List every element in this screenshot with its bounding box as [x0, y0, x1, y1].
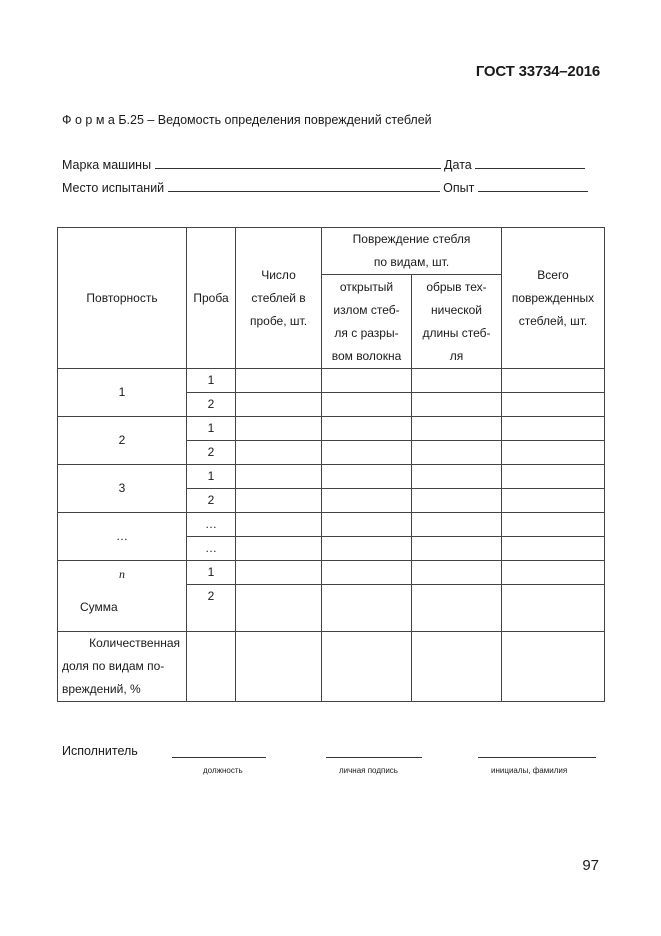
header-break-line: нической	[430, 302, 483, 317]
machine-label: Марка машины	[62, 158, 152, 172]
table-row	[58, 417, 605, 441]
header-total-line: Всего	[537, 267, 569, 282]
data-cell[interactable]	[502, 632, 605, 702]
repeat-n-label: n	[119, 567, 125, 581]
position-line[interactable]	[172, 757, 266, 758]
repeat-cell: …	[58, 513, 187, 561]
data-cell[interactable]	[412, 465, 502, 489]
table-row	[58, 561, 605, 585]
data-cell[interactable]	[412, 393, 502, 417]
data-cell[interactable]	[412, 489, 502, 513]
header-damage-line: по видам, шт.	[373, 255, 450, 269]
data-cell[interactable]	[502, 417, 605, 441]
executor-label: Исполнитель	[62, 744, 138, 758]
data-cell[interactable]	[502, 489, 605, 513]
data-cell[interactable]	[236, 417, 322, 441]
data-cell[interactable]	[502, 465, 605, 489]
sample-cell: 1	[187, 369, 236, 393]
form-title: Ф о р м а Б.25 – Ведомость определения повреждений стеблей	[62, 113, 432, 127]
trial-label: Опыт	[443, 181, 475, 195]
trial-input-line[interactable]	[478, 181, 588, 192]
data-cell[interactable]	[236, 369, 322, 393]
data-cell[interactable]	[502, 537, 605, 561]
repeat-cell: 1	[58, 369, 187, 417]
table-row	[58, 369, 605, 393]
data-cell[interactable]	[322, 561, 412, 585]
data-cell[interactable]	[322, 393, 412, 417]
sample-cell: 1	[187, 417, 236, 441]
repeat-cell: 3	[58, 465, 187, 513]
date-label: Дата	[444, 158, 472, 172]
data-cell[interactable]	[322, 417, 412, 441]
data-cell[interactable]	[236, 632, 322, 702]
sample-cell: …	[187, 537, 236, 561]
header-open-fracture	[322, 275, 412, 369]
data-cell[interactable]	[322, 465, 412, 489]
data-cell[interactable]	[412, 441, 502, 465]
header-open-line: излом стеб-	[333, 302, 400, 317]
damage-table	[57, 227, 605, 702]
header-count-line: пробе, шт.	[249, 313, 308, 328]
date-input-line[interactable]	[475, 158, 585, 169]
data-cell[interactable]	[502, 513, 605, 537]
data-cell[interactable]	[236, 465, 322, 489]
data-cell[interactable]	[502, 585, 605, 632]
name-caption: инициалы, фамилия	[491, 766, 568, 775]
table-row	[58, 465, 605, 489]
data-cell[interactable]	[502, 441, 605, 465]
signature-caption: личная подпись	[339, 766, 398, 775]
header-damage	[322, 228, 502, 275]
data-cell[interactable]	[322, 632, 412, 702]
place-field-row	[62, 181, 588, 195]
sample-cell: 2	[187, 441, 236, 465]
data-cell[interactable]	[412, 369, 502, 393]
header-repeat: Повторность	[58, 228, 187, 369]
data-cell[interactable]	[322, 441, 412, 465]
sample-cell: 2	[187, 585, 236, 632]
sample-cell: 1	[187, 465, 236, 489]
table-row	[58, 513, 605, 537]
data-cell[interactable]	[236, 393, 322, 417]
data-cell[interactable]	[236, 537, 322, 561]
sample-cell: …	[187, 513, 236, 537]
header-break-line: обрыв тех-	[426, 279, 487, 294]
header-break-line: ля	[449, 348, 464, 363]
data-cell[interactable]	[412, 513, 502, 537]
signature-line[interactable]	[326, 757, 422, 758]
data-cell[interactable]	[236, 513, 322, 537]
sample-cell: 1	[187, 561, 236, 585]
header-open-line: вом волокна	[331, 348, 402, 363]
machine-field-row	[62, 158, 585, 172]
header-total	[502, 228, 605, 369]
data-cell[interactable]	[502, 369, 605, 393]
page-number: 97	[582, 857, 599, 874]
data-cell[interactable]	[187, 632, 236, 702]
data-cell[interactable]	[412, 632, 502, 702]
data-cell[interactable]	[502, 561, 605, 585]
header-break	[412, 275, 502, 369]
data-cell[interactable]	[322, 585, 412, 632]
header-damage-line: Повреждение стебля	[352, 232, 471, 246]
repeat-cell: 2	[58, 417, 187, 465]
data-cell[interactable]	[236, 441, 322, 465]
header-sample: Проба	[187, 228, 236, 369]
sum-label: Сумма	[80, 600, 118, 614]
header-count-line: стеблей в	[251, 290, 306, 305]
position-caption: должность	[203, 766, 243, 775]
share-line: вреждений, %	[62, 682, 141, 696]
standard-number: ГОСТ 33734–2016	[475, 63, 600, 80]
header-count	[236, 228, 322, 369]
header-break-line: длины стеб-	[422, 325, 491, 340]
sample-cell: 2	[187, 393, 236, 417]
data-cell[interactable]	[502, 393, 605, 417]
data-cell[interactable]	[322, 369, 412, 393]
data-cell[interactable]	[322, 513, 412, 537]
data-cell[interactable]	[412, 417, 502, 441]
repeat-cell-n	[58, 561, 187, 632]
header-count-line: Число	[261, 267, 296, 282]
header-open-line: открытый	[339, 279, 394, 294]
table-row	[58, 632, 605, 702]
header-total-line: поврежденных	[511, 290, 595, 305]
data-cell[interactable]	[236, 489, 322, 513]
data-cell[interactable]	[322, 537, 412, 561]
data-cell[interactable]	[322, 489, 412, 513]
header-total-line: стеблей, шт.	[518, 313, 588, 328]
share-line: доля по видам по-	[62, 659, 165, 673]
data-cell[interactable]	[412, 585, 502, 632]
data-cell[interactable]	[412, 561, 502, 585]
data-cell[interactable]	[236, 585, 322, 632]
data-cell[interactable]	[412, 537, 502, 561]
place-label: Место испытаний	[62, 181, 165, 195]
share-line: Количественная	[89, 636, 180, 650]
place-input-line[interactable]	[168, 181, 440, 192]
machine-input-line[interactable]	[155, 158, 441, 169]
data-cell[interactable]	[236, 561, 322, 585]
name-line[interactable]	[478, 757, 596, 758]
share-label	[58, 632, 187, 702]
sample-cell: 2	[187, 489, 236, 513]
header-open-line: ля с разры-	[334, 325, 399, 340]
